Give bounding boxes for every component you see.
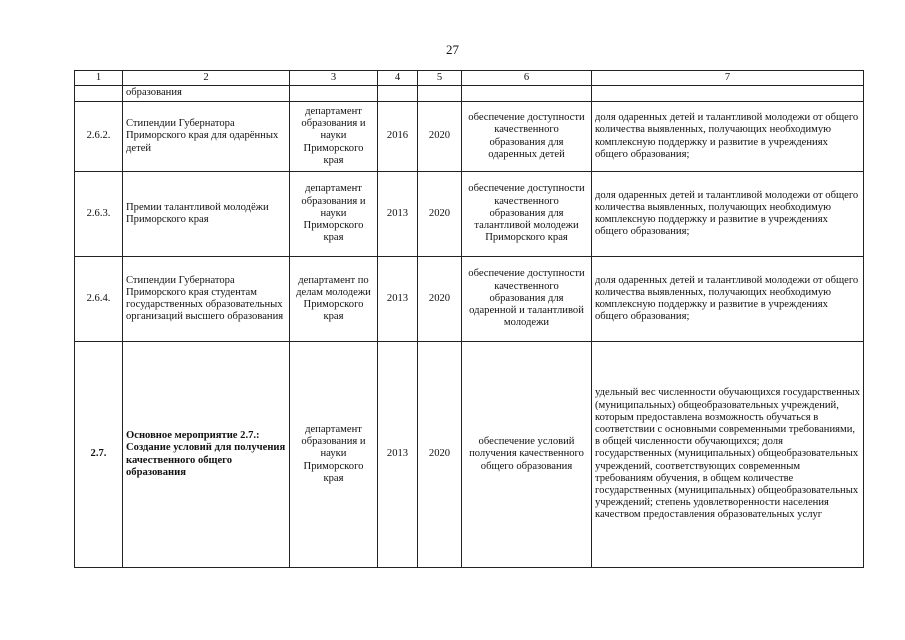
header-cell: 3: [290, 71, 378, 86]
continuation-cell: [290, 86, 378, 102]
row-end-year: 2020: [418, 172, 462, 257]
row-start-year: 2013: [378, 257, 418, 342]
row-number: 2.6.2.: [75, 102, 123, 172]
continuation-cell: [462, 86, 592, 102]
header-cell: 4: [378, 71, 418, 86]
row-result: обеспечение доступности качественного образования для одаренных детей: [462, 102, 592, 172]
row-end-year: 2020: [418, 342, 462, 568]
header-cell: 5: [418, 71, 462, 86]
header-cell: 7: [592, 71, 864, 86]
header-row: [75, 71, 864, 86]
table-row: [75, 102, 864, 172]
row-end-year: 2020: [418, 257, 462, 342]
row-executor: департамент образования и науки Приморского края: [290, 102, 378, 172]
page-number: 27: [446, 42, 459, 57]
row-name: Стипендии Губернатора Приморского края студентам государственных образовательных организаций высшего образования: [123, 257, 290, 342]
row-executor: департамент по делам молодежи Приморского края: [290, 257, 378, 342]
row-start-year: 2016: [378, 102, 418, 172]
row-executor: департамент образования и науки Приморского края: [290, 172, 378, 257]
row-result: обеспечение доступности качественного образования для одаренной и талантливой молодежи: [462, 257, 592, 342]
row-end-year: 2020: [418, 102, 462, 172]
row-name: Основное мероприятие 2.7.: Создание условий для получения качественного общего образования: [123, 342, 290, 568]
table-row: [75, 172, 864, 257]
continuation-cell: [592, 86, 864, 102]
continuation-row: [75, 86, 864, 102]
row-result: обеспечение доступности качественного образования для талантливой молодежи Приморского края: [462, 172, 592, 257]
row-number: 2.7.: [75, 342, 123, 568]
row-executor: департамент образования и науки Приморского края: [290, 342, 378, 568]
table-row: [75, 257, 864, 342]
table-row: [75, 342, 864, 568]
continuation-cell: [378, 86, 418, 102]
row-indicator: доля одаренных детей и талантливой молодежи от общего количества выявленных, получающих необходимую комплексную поддержку и развитие в учреждениях общего образования;: [592, 257, 864, 342]
program-table: [74, 70, 864, 568]
header-cell: 2: [123, 71, 290, 86]
row-name: Стипендии Губернатора Приморского края для одарённых детей: [123, 102, 290, 172]
header-cell: 1: [75, 71, 123, 86]
row-start-year: 2013: [378, 172, 418, 257]
row-indicator: удельный вес численности обучающихся государственных (муниципальных) общеобразовательных учреждений, которым предоставлена возможность обучаться в соответствии с основными современными требованиями, в общей численности обучающихся; доля государственных (муниципальных) общеобразовательных учреждений, соответствующих современным требованиям обучения, в общем количестве государственных (муниципальных) общеобразовательных учреждений; степень удовлетворенности населения качеством предоставления образовательных услуг: [592, 342, 864, 568]
header-cell: 6: [462, 71, 592, 86]
row-indicator: доля одаренных детей и талантливой молодежи от общего количества выявленных, получающих необходимую комплексную поддержку и развитие в учреждениях общего образования;: [592, 172, 864, 257]
continuation-text: образования: [123, 86, 290, 102]
row-start-year: 2013: [378, 342, 418, 568]
continuation-cell: [75, 86, 123, 102]
row-name: Премии талантливой молодёжи Приморского края: [123, 172, 290, 257]
row-indicator: доля одаренных детей и талантливой молодежи от общего количества выявленных, получающих необходимую комплексную поддержку и развитие в учреждениях общего образования;: [592, 102, 864, 172]
row-number: 2.6.4.: [75, 257, 123, 342]
row-result: обеспечение условий получения качественного общего образования: [462, 342, 592, 568]
continuation-cell: [418, 86, 462, 102]
row-number: 2.6.3.: [75, 172, 123, 257]
